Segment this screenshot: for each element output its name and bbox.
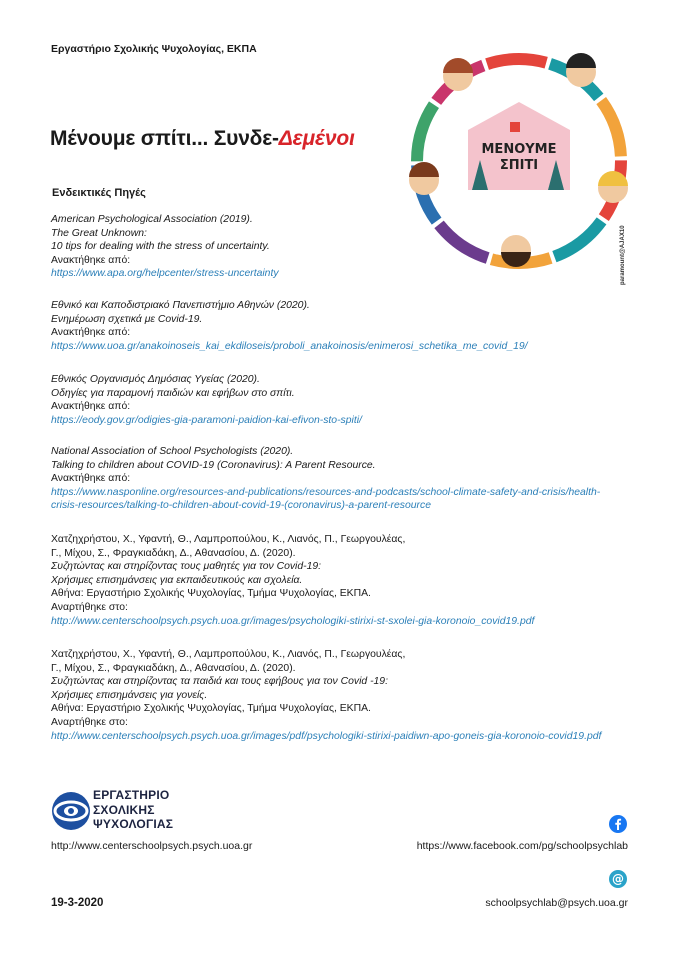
document-date: 19-3-2020 bbox=[51, 897, 104, 909]
references-heading: Ενδεικτικές Πηγές bbox=[52, 187, 146, 199]
email-icon[interactable] bbox=[609, 870, 627, 888]
logo-line: ΨΥΧΟΛΟΓΙΑΣ bbox=[93, 817, 174, 831]
stay-home-sign-line2: ΣΠΙΤΙ bbox=[499, 158, 539, 173]
kid-face-right bbox=[598, 171, 628, 203]
lab-logo-text bbox=[93, 788, 173, 832]
illustration-credit: paramount@AJAX10 bbox=[620, 225, 626, 285]
reference-link[interactable]: https://www.apa.org/helpcenter/stress-uncertainty bbox=[51, 268, 279, 280]
reference-line: The Great Unknown: bbox=[51, 227, 147, 239]
reference-authors: Γ., Μίχου, Σ., Φραγκιαδάκη, Δ., Αθανασίου, Δ. (2020). bbox=[51, 662, 296, 674]
reference-link[interactable]: https://www.nasponline.org/resources-and-publications/resources-and-podcasts/school-climate-safety-and-crisis/health- bbox=[51, 486, 601, 498]
reference-authors: Χατζηχρήστου, Χ., Υφαντή, Θ., Λαμπροπούλου, Κ., Λιανός, Π., Γεωργουλέας, bbox=[51, 534, 406, 545]
facebook-icon[interactable] bbox=[609, 815, 627, 833]
svg-text:@: @ bbox=[612, 872, 624, 886]
reference-publisher: Αθήνα: Εργαστήριο Σχολικής Ψυχολογίας, Τμήμα Ψυχολογίας, ΕΚΠΑ. bbox=[51, 588, 371, 600]
reference-authors: Γ., Μίχου, Σ., Φραγκιαδάκη, Δ., Αθανασίου, Δ. (2020). bbox=[51, 547, 296, 559]
kid-face-top-right bbox=[566, 53, 596, 87]
kid-face-left bbox=[409, 162, 439, 195]
retrieved-label: Αναρτήθηκε στο: bbox=[51, 716, 128, 728]
retrieved-label: Ανακτήθηκε από: bbox=[51, 473, 131, 485]
reference-item bbox=[51, 299, 641, 353]
logo-line: ΕΡΓΑΣΤΗΡΙΟ bbox=[93, 788, 170, 802]
retrieved-label: Ανακτήθηκε από: bbox=[51, 401, 131, 413]
page-title bbox=[50, 127, 355, 151]
retrieved-label: Ανακτήθηκε από: bbox=[51, 327, 131, 339]
logo-line: ΣΧΟΛΙΚΗΣ bbox=[93, 802, 155, 817]
reference-authors: Χατζηχρήστου, Χ., Υφαντή, Θ., Λαμπροπούλου, Κ., Λιανός, Π., Γεωργουλέας, bbox=[51, 649, 406, 660]
reference-line: Εθνικό και Καποδιστριακό Πανεπιστήμιο Αθηνών (2020). bbox=[51, 300, 310, 311]
reference-link[interactable]: https://www.uoa.gr/anakoinoseis_kai_ekdiloseis/proboli_anakoinosis/enimerosi_schetika_me_covid_19/ bbox=[51, 340, 528, 352]
reference-line: Χρήσιμες επισημάνσεις για εκπαιδευτικούς και σχολεία. bbox=[51, 574, 303, 586]
lab-website-link[interactable]: http://www.centerschoolpsych.psych.uoa.gr bbox=[51, 840, 253, 852]
title-main: Μένουμε σπίτι... Συνδε- bbox=[50, 127, 279, 150]
reference-line: National Association of School Psychologists (2020). bbox=[51, 446, 294, 457]
reference-link[interactable]: https://eody.gov.gr/odigies-gia-paramoni-paidion-kai-efivon-sto-spiti/ bbox=[51, 414, 362, 426]
reference-item bbox=[51, 373, 641, 427]
stay-home-sign-line1: ΜΕΝΟΥΜΕ bbox=[481, 142, 557, 157]
reference-item bbox=[51, 533, 641, 628]
reference-item bbox=[51, 213, 641, 281]
reference-line: Εθνικός Οργανισμός Δημόσιας Υγείας (2020). bbox=[51, 374, 260, 385]
reference-line: Χρήσιμες επισημάνσεις για γονείς. bbox=[51, 689, 208, 701]
reference-line: Talking to children about COVID-19 (Coronavirus): A Parent Resource. bbox=[51, 459, 376, 471]
reference-line: American Psychological Association (2019). bbox=[51, 214, 253, 225]
header-org-name: Εργαστήριο Σχολικής Ψυχολογίας, ΕΚΠΑ bbox=[51, 43, 257, 55]
reference-line: 10 tips for dealing with the stress of uncertainty. bbox=[51, 241, 270, 253]
retrieved-label: Ανακτήθηκε από: bbox=[51, 254, 131, 266]
kid-face-top bbox=[443, 58, 473, 91]
reference-item bbox=[51, 445, 641, 513]
title-accent: Δεμένοι bbox=[278, 127, 355, 150]
reference-link[interactable]: http://www.centerschoolpsych.psych.uoa.gr/images/pdf/psychologiki-stirixi-paidiwn-apo-goneis-gia-koronoio-covid19.pdf bbox=[51, 730, 602, 742]
retrieved-label: Αναρτήθηκε στο: bbox=[51, 601, 128, 613]
reference-line: Συζητώντας και στηρίζοντας τα παιδιά και τους εφήβους για τον Covid -19: bbox=[51, 676, 388, 688]
reference-publisher: Αθήνα: Εργαστήριο Σχολικής Ψυχολογίας, Τμήμα Ψυχολογίας, ΕΚΠΑ. bbox=[51, 703, 371, 715]
reference-line: Οδηγίες για παραμονή παιδιών και εφήβων στο σπίτι. bbox=[51, 387, 295, 399]
reference-link-cont[interactable]: crisis-resources/talking-to-children-about-covid-19-(coronavirus)-a-parent-resource bbox=[51, 500, 431, 512]
reference-item bbox=[51, 648, 641, 743]
facebook-link[interactable]: https://www.facebook.com/pg/schoolpsychlab bbox=[416, 840, 628, 852]
reference-link[interactable]: http://www.centerschoolpsych.psych.uoa.gr/images/psychologiki-stirixi-st-sxolei-gia-koronoio_covid19.pdf bbox=[51, 615, 535, 627]
email-link[interactable]: schoolpsychlab@psych.uoa.gr bbox=[485, 897, 628, 909]
reference-line: Συζητώντας και στηρίζοντας τους μαθητές για τον Covid-19: bbox=[51, 561, 322, 573]
reference-line: Ενημέρωση σχετικά με Covid-19. bbox=[51, 313, 203, 325]
